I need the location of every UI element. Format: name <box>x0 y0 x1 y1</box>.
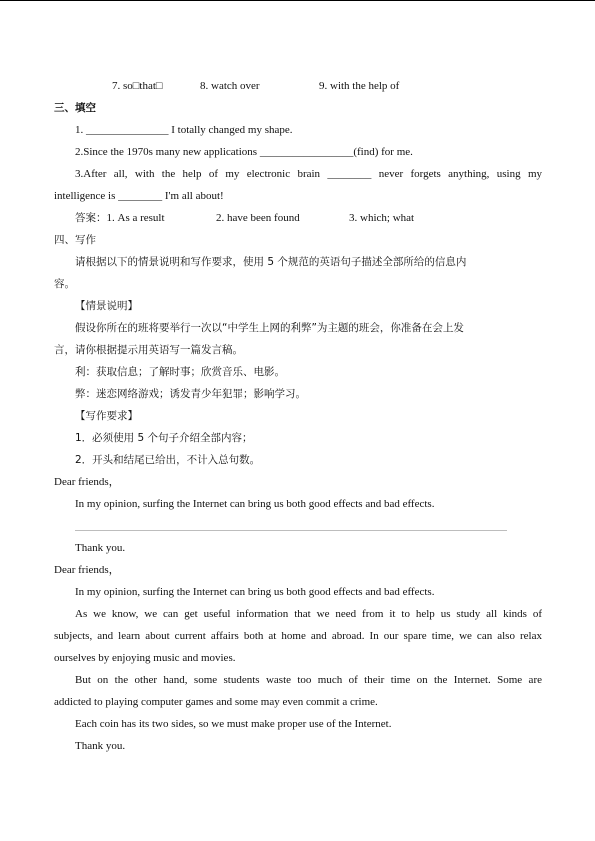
section4-heading: 四、写作 <box>54 234 96 246</box>
requirement-1: 1．必须使用 5 个句子介绍全部内容； <box>75 432 253 444</box>
answer-row <box>75 211 542 225</box>
situation-heading: 【情景说明】 <box>75 300 138 312</box>
phrase-item-7: 7. so□that□ <box>112 80 163 92</box>
instruction-line2: 容。 <box>54 278 75 290</box>
pros-line: 利：获取信息；了解时事；欣赏音乐、电影。 <box>75 366 285 378</box>
sample-p2-line3: ourselves by enjoying music and movies. <box>54 652 236 664</box>
instruction-line1: 请根据以下的情景说明和写作要求，使用 5 个规范的英语句子描述全部所给的信息内 <box>75 256 467 268</box>
question-3-line1: 3.After all, with the help of my electronic brain ________ never forgets anything, using my <box>75 168 542 180</box>
template-opening: In my opinion, surfing the Internet can bring us both good effects and bad effects. <box>75 498 435 510</box>
phrase-item-8: 8. watch over <box>200 80 260 92</box>
template-greeting: Dear friends， <box>54 476 120 488</box>
sample-closing: Thank you. <box>75 740 126 752</box>
sample-opening: In my opinion, surfing the Internet can bring us both good effects and bad effects. <box>75 586 435 598</box>
answer-blank-line <box>75 530 507 531</box>
sample-greeting: Dear friends， <box>54 564 120 576</box>
answer-1: 1. As a result <box>106 212 165 224</box>
question-3-line2: intelligence is ________ I'm all about! <box>54 190 224 202</box>
sample-p2-line2: subjects, and learn about current affairs both at home and abroad. In our spare time, we can also relax <box>54 630 542 642</box>
answer-3: 3. which; what <box>349 212 415 224</box>
situation-line1: 假设你所在的班将要举行一次以“中学生上网的利弊”为主题的班会，你准备在会上发 <box>75 322 464 334</box>
requirement-2: 2．开头和结尾已给出，不计入总句数。 <box>75 454 261 466</box>
cons-line: 弊：迷恋网络游戏；诱发青少年犯罪；影响学习。 <box>75 388 306 400</box>
section3-heading: 三、填空 <box>54 102 96 114</box>
situation-line2: 言，请你根据提示用英语写一篇发言稿。 <box>54 344 243 356</box>
answer-label: 答案： <box>75 212 107 224</box>
sample-p3-line1: But on the other hand, some students waste too much of their time on the Internet. Some are <box>75 674 542 686</box>
requirements-heading: 【写作要求】 <box>75 410 138 422</box>
header-rule <box>0 0 595 1</box>
sample-p3-line2: addicted to playing computer games and some may even commit a crime. <box>54 696 378 708</box>
question-2: 2.Since the 1970s many new applications _________________(find) for me. <box>75 146 413 158</box>
template-closing: Thank you. <box>75 542 126 554</box>
phrase-item-9: 9. with the help of <box>319 80 400 92</box>
answer-2: 2. have been found <box>216 212 300 224</box>
question-1: 1. _______________ I totally changed my shape. <box>75 124 293 136</box>
sample-p2-line1: As we know, we can get useful information that we need from it to help us study all kinds of <box>75 608 542 620</box>
sample-p4: Each coin has its two sides, so we must make proper use of the Internet. <box>75 718 392 730</box>
